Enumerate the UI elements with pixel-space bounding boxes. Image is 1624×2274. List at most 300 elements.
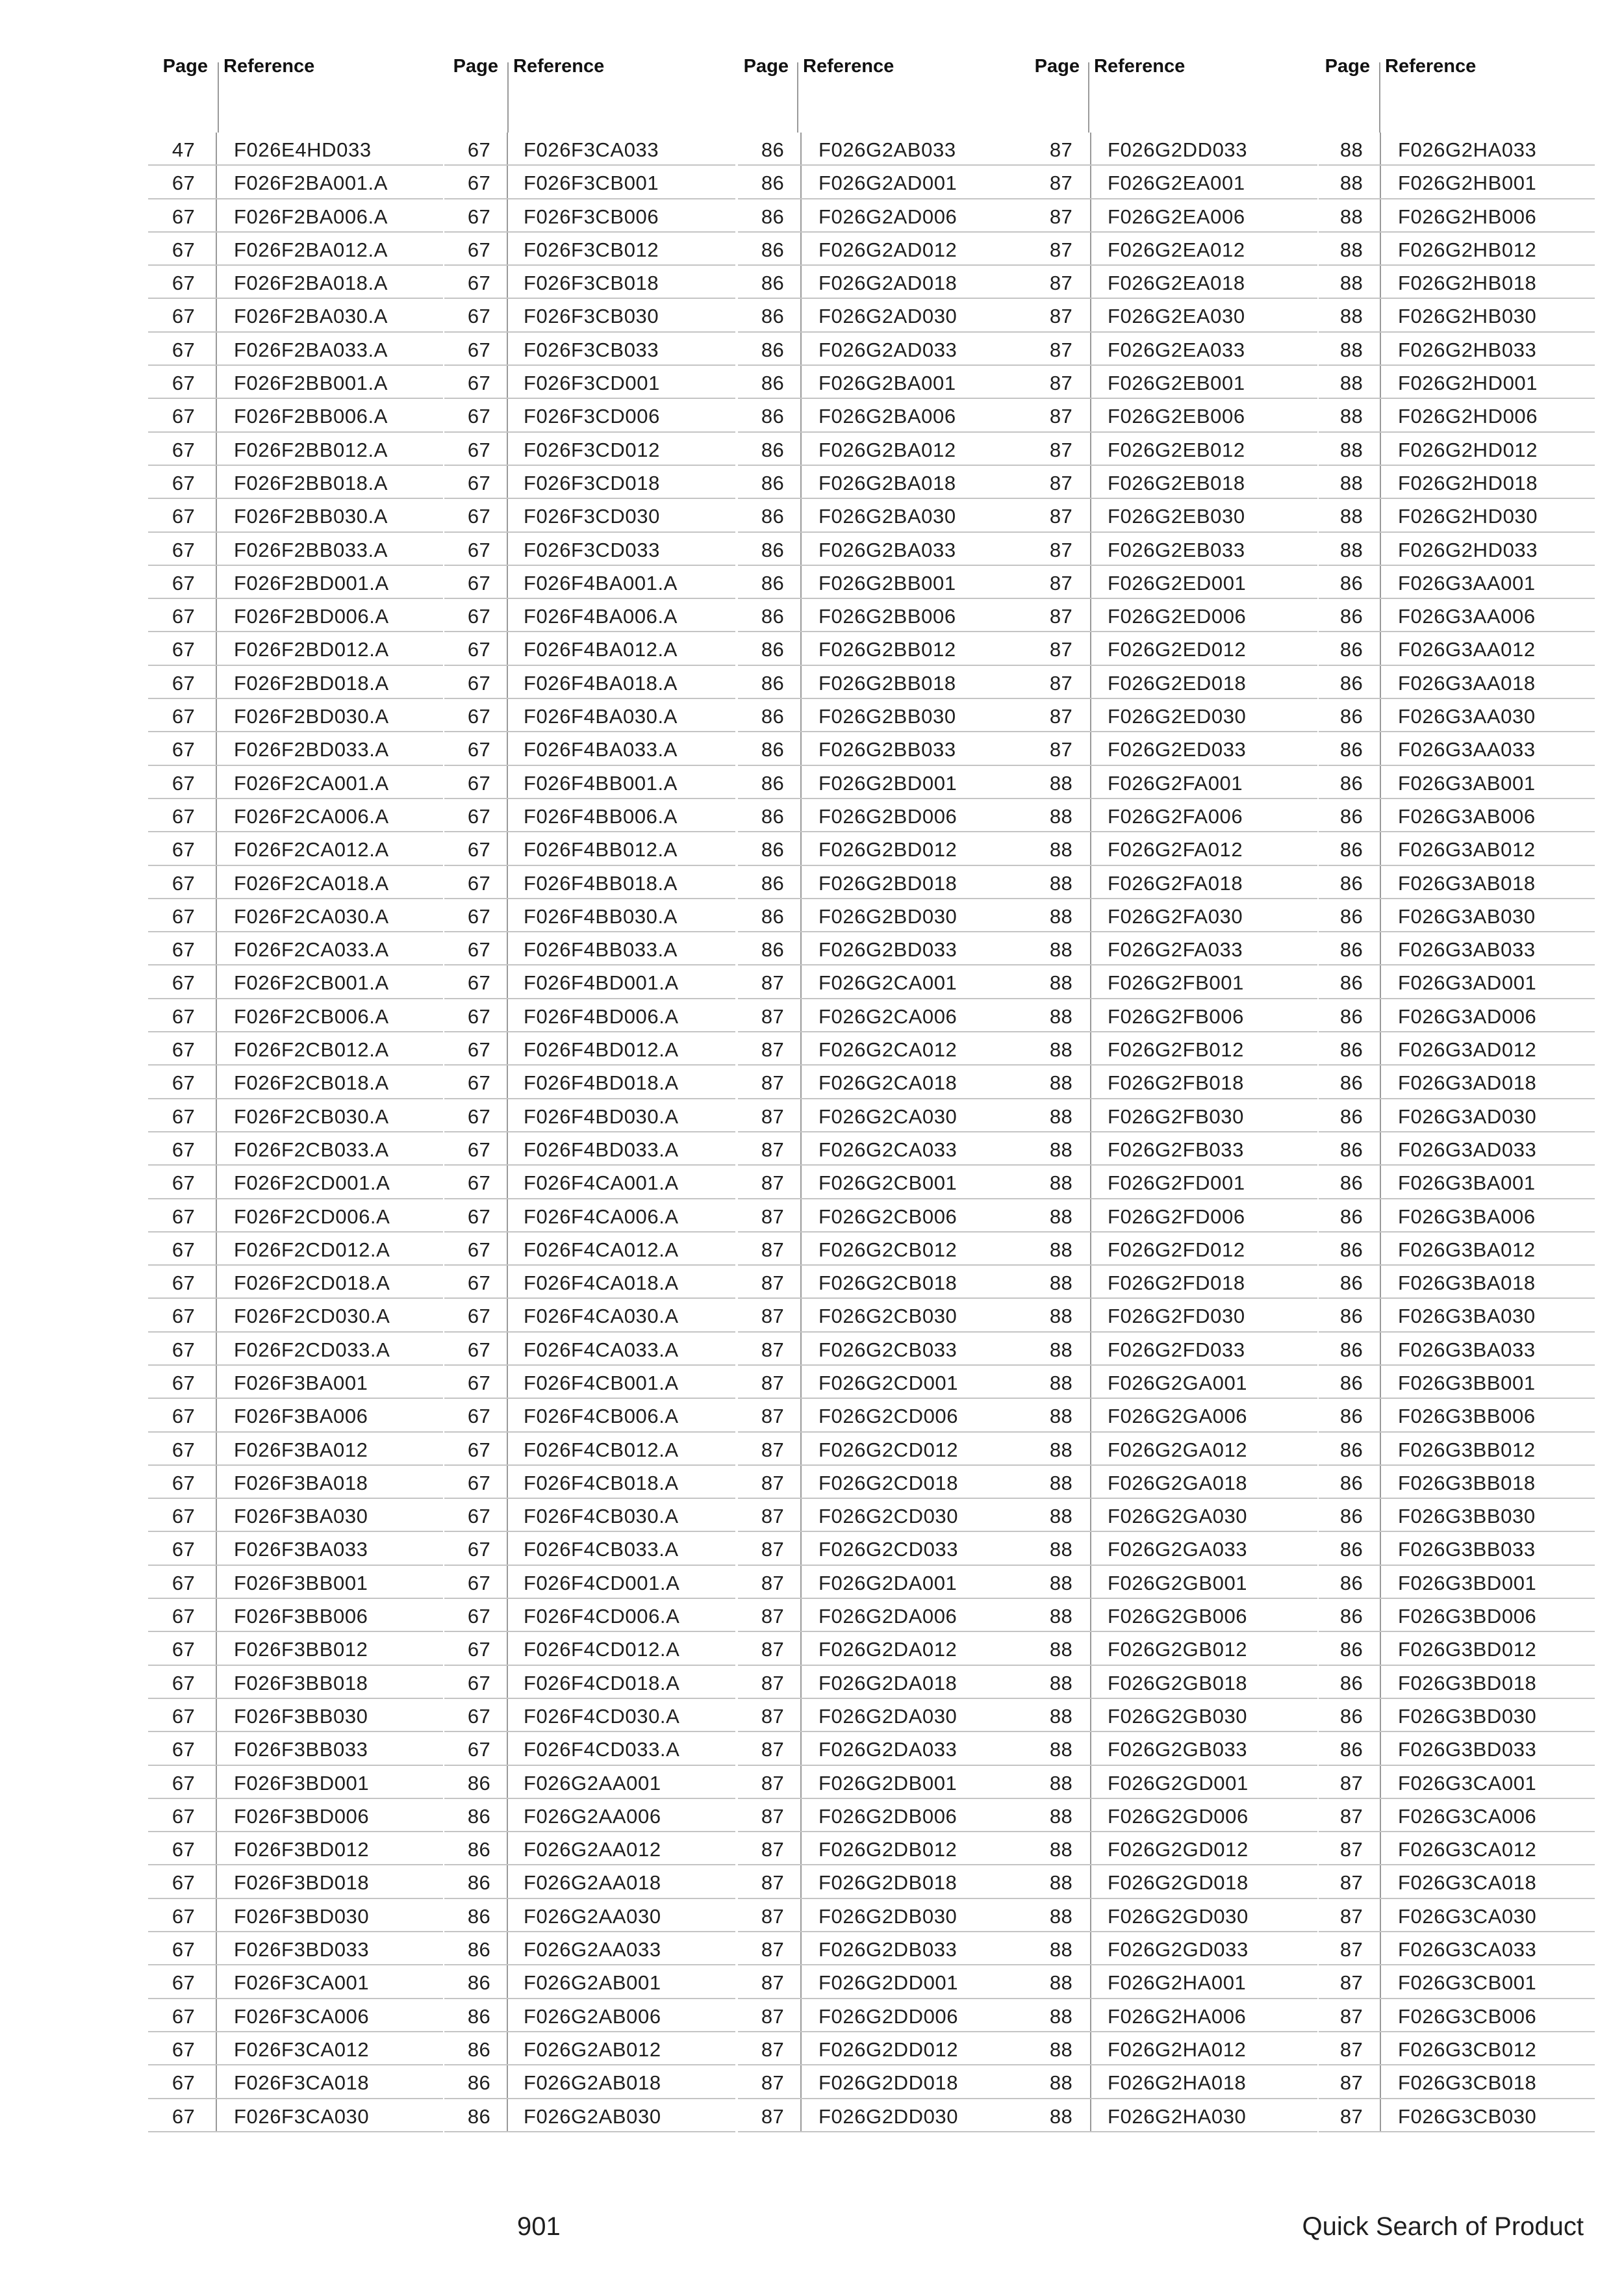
- table-row: [1319, 1532, 1595, 1565]
- table-row: [148, 1433, 443, 1466]
- reference-cell: F026G2HB006: [1398, 205, 1537, 228]
- page-number-cell: 67: [171, 1004, 195, 1028]
- page-number-cell: 87: [1049, 138, 1072, 161]
- index-column-2: [444, 133, 735, 2132]
- page-number-cell: 88: [1049, 1471, 1072, 1494]
- reference-cell: F026G2DB001: [818, 1771, 958, 1795]
- table-row: [1319, 133, 1595, 166]
- reference-cell: F026F2BD018.A: [234, 671, 389, 695]
- table-row: [1028, 1199, 1317, 1233]
- table-row: [1028, 1732, 1317, 1765]
- table-row: [148, 266, 443, 299]
- table-row: [444, 1799, 735, 1832]
- reference-cell: F026G2FD018: [1108, 1271, 1245, 1295]
- page-number-cell: 67: [467, 1605, 490, 1628]
- reference-cell: F026G2DB033: [818, 1938, 958, 1961]
- reference-cell: F026F2BB033.A: [234, 538, 388, 561]
- page-number-cell: 86: [467, 2004, 490, 2028]
- page-number-cell: 67: [467, 1738, 490, 1761]
- page-number-cell: 87: [1049, 671, 1072, 695]
- table-row: [148, 533, 443, 566]
- page-number-cell: 86: [467, 2071, 490, 2095]
- table-row: [444, 1566, 735, 1599]
- table-row: [444, 566, 735, 599]
- table-row: [738, 1566, 1028, 1599]
- page-number-cell: 88: [1049, 1904, 1072, 1928]
- reference-cell: F026F2CB001.A: [234, 971, 389, 995]
- page-number-cell: 67: [171, 705, 195, 728]
- reference-cell: F026F4BD006.A: [524, 1004, 679, 1028]
- page-number-cell: 67: [467, 1038, 490, 1062]
- reference-cell: F026F3BD018: [234, 1871, 370, 1895]
- reference-cell: F026F2CB030.A: [234, 1105, 389, 1128]
- table-row: [1028, 732, 1317, 765]
- page-number-cell: 67: [171, 1238, 195, 1261]
- table-row: [444, 666, 735, 699]
- table-row: [1028, 899, 1317, 932]
- page-number-cell: 87: [1049, 438, 1072, 461]
- page-number-cell: 67: [467, 1338, 490, 1361]
- table-row: [738, 1266, 1028, 1299]
- table-row: [738, 433, 1028, 466]
- page-number-cell: 67: [171, 538, 195, 561]
- page-number-cell: 87: [761, 2004, 784, 2028]
- page-number-cell: 87: [1339, 2038, 1363, 2061]
- reference-cell: F026G2CA012: [818, 1038, 958, 1062]
- reference-cell: F026G2DA030: [818, 1704, 958, 1728]
- table-row: [738, 2099, 1028, 2132]
- page-number-cell: 86: [761, 571, 784, 594]
- table-row: [738, 965, 1028, 999]
- reference-cell: F026F4CA030.A: [524, 1305, 679, 1328]
- table-row: [1028, 566, 1317, 599]
- page-number-cell: 86: [1339, 571, 1363, 594]
- page-number-cell: 87: [1339, 1838, 1363, 1861]
- table-row: [738, 766, 1028, 799]
- table-row: [1319, 1132, 1595, 1166]
- reference-cell: F026G3BD033: [1398, 1738, 1537, 1761]
- reference-cell: F026G2HA001: [1108, 1971, 1247, 1995]
- reference-cell: F026F2CB018.A: [234, 1071, 389, 1095]
- page-number-cell: 67: [467, 605, 490, 628]
- reference-cell: F026G2GB030: [1108, 1704, 1248, 1728]
- reference-cell: F026G2HB012: [1398, 238, 1537, 261]
- table-row: [1028, 1932, 1317, 1965]
- table-row: [1319, 1066, 1595, 1099]
- reference-cell: F026F4CD006.A: [524, 1605, 680, 1628]
- table-row: [1319, 499, 1595, 532]
- reference-cell: F026F2BB018.A: [234, 471, 388, 494]
- page-number-cell: 67: [171, 771, 195, 795]
- reference-cell: F026G2CB006: [818, 1205, 958, 1228]
- page-number-cell: 86: [1339, 771, 1363, 795]
- page-number-cell: 67: [171, 2071, 195, 2095]
- page-number-cell: 47: [171, 138, 195, 161]
- table-row: [444, 1399, 735, 1432]
- reference-cell: F026F3CB030: [524, 305, 659, 328]
- page-number-cell: 86: [1339, 1004, 1363, 1028]
- page-number-cell: 87: [1339, 1771, 1363, 1795]
- page-number-cell: 86: [761, 771, 784, 795]
- table-row: [148, 233, 443, 266]
- page-number-cell: 87: [761, 1438, 784, 1461]
- page-number-cell: 87: [1049, 605, 1072, 628]
- reference-cell: F026F3CB001: [524, 172, 659, 195]
- page-number-cell: 86: [1339, 838, 1363, 862]
- page-number-cell: 87: [761, 1505, 784, 1528]
- table-row: [738, 2065, 1028, 2099]
- table-row: [148, 1066, 443, 1099]
- table-row: [1319, 766, 1595, 799]
- reference-cell: F026F3CA001: [234, 1971, 370, 1995]
- table-row: [148, 1466, 443, 1499]
- page-number-cell: 88: [1049, 1938, 1072, 1961]
- page-number-cell: 88: [1339, 471, 1363, 494]
- page-number-cell: 86: [761, 871, 784, 895]
- table-row: [738, 1366, 1028, 1399]
- table-row: [1028, 1099, 1317, 1132]
- table-row: [148, 1333, 443, 1366]
- reference-cell: F026G2AB033: [818, 138, 956, 161]
- page-number-cell: 67: [171, 305, 195, 328]
- page-number-cell: 87: [1049, 405, 1072, 428]
- table-row: [738, 566, 1028, 599]
- table-row: [1319, 1965, 1595, 1999]
- page-number-cell: 67: [467, 571, 490, 594]
- table-row: [1028, 1599, 1317, 1632]
- reference-cell: F026G2AA001: [524, 1771, 661, 1795]
- page-number-cell: 67: [171, 1571, 195, 1594]
- table-row: [148, 1399, 443, 1432]
- page-number-cell: 86: [467, 1971, 490, 1995]
- table-row: [1319, 1266, 1595, 1299]
- reference-cell: F026F2CD030.A: [234, 1305, 390, 1328]
- reference-cell: F026G2HA033: [1398, 138, 1537, 161]
- reference-cell: F026G3BB030: [1398, 1505, 1536, 1528]
- page-number-cell: 67: [171, 1205, 195, 1228]
- reference-cell: F026F2BB001.A: [234, 372, 388, 395]
- table-row: [738, 499, 1028, 532]
- reference-cell: F026G2HD030: [1398, 505, 1538, 528]
- table-row: [1319, 899, 1595, 932]
- reference-cell: F026F2CB006.A: [234, 1004, 389, 1028]
- reference-cell: F026F4CB006.A: [524, 1405, 679, 1428]
- page-number-cell: 67: [171, 1071, 195, 1095]
- reference-cell: F026G2CB001: [818, 1171, 958, 1195]
- reference-cell: F026G2HD033: [1398, 538, 1538, 561]
- page-number-cell: 86: [761, 205, 784, 228]
- header-page-label: Page: [1325, 56, 1370, 77]
- table-row: [1319, 533, 1595, 566]
- table-row: [1028, 1965, 1317, 1999]
- table-row: [148, 1699, 443, 1732]
- index-column-4: [1028, 133, 1317, 2132]
- page-number-cell: 88: [1049, 2104, 1072, 2128]
- reference-cell: F026F3BB033: [234, 1738, 368, 1761]
- page-number-cell: 86: [761, 138, 784, 161]
- table-row: [148, 2032, 443, 2065]
- table-row: [738, 1732, 1028, 1765]
- page-number-cell: 67: [467, 1105, 490, 1128]
- table-row: [1319, 1666, 1595, 1699]
- page-number-cell: 86: [1339, 904, 1363, 928]
- table-row: [738, 366, 1028, 399]
- header-reference-label: Reference: [513, 56, 605, 77]
- reference-cell: F026F2BA030.A: [234, 305, 388, 328]
- reference-cell: F026F4CA018.A: [524, 1271, 679, 1295]
- table-row: [1028, 866, 1317, 899]
- page-number-cell: 86: [1339, 1571, 1363, 1594]
- page-number-cell: 87: [761, 1405, 784, 1428]
- table-row: [1028, 266, 1317, 299]
- table-row: [444, 133, 735, 166]
- page-number-cell: 87: [1049, 471, 1072, 494]
- table-row: [444, 166, 735, 199]
- page-number-cell: 67: [467, 172, 490, 195]
- page-number-cell: 67: [467, 1205, 490, 1228]
- reference-cell: F026G3AD012: [1398, 1038, 1537, 1062]
- page-number-cell: 67: [467, 638, 490, 661]
- index-column-1: [148, 133, 443, 2132]
- page-number-cell: 67: [467, 1271, 490, 1295]
- table-row: [1028, 1233, 1317, 1266]
- table-row: [444, 1965, 735, 1999]
- reference-cell: F026F3CD033: [524, 538, 660, 561]
- reference-cell: F026G3BA033: [1398, 1338, 1536, 1361]
- reference-cell: F026G2GD033: [1108, 1938, 1249, 1961]
- page-number-cell: 67: [171, 338, 195, 361]
- reference-cell: F026G3AB006: [1398, 804, 1536, 828]
- table-row: [1319, 1766, 1595, 1799]
- reference-cell: F026G3AB001: [1398, 771, 1536, 795]
- page-number-cell: 67: [171, 671, 195, 695]
- table-row: [444, 732, 735, 765]
- page-number-cell: 87: [761, 1138, 784, 1161]
- reference-cell: F026G2CD006: [818, 1405, 959, 1428]
- reference-cell: F026F4BD030.A: [524, 1105, 679, 1128]
- page-number-cell: 88: [1049, 1405, 1072, 1428]
- reference-cell: F026G3CA012: [1398, 1838, 1537, 1861]
- page-number-cell: 87: [761, 1571, 784, 1594]
- reference-cell: F026F3BD033: [234, 1938, 370, 1961]
- reference-cell: F026G3BD006: [1398, 1605, 1537, 1628]
- page-number-cell: 67: [171, 405, 195, 428]
- reference-cell: F026F2CD001.A: [234, 1171, 390, 1195]
- page-number-cell: 86: [1339, 804, 1363, 828]
- table-row: [1028, 1066, 1317, 1099]
- reference-cell: F026F4CA006.A: [524, 1205, 679, 1228]
- table-row: [1028, 1799, 1317, 1832]
- reference-cell: F026G2FD012: [1108, 1238, 1245, 1261]
- reference-cell: F026F3BA012: [234, 1438, 368, 1461]
- page-number-cell: 67: [171, 1838, 195, 1861]
- table-row: [1319, 1632, 1595, 1665]
- page-number-cell: 88: [1049, 1271, 1072, 1295]
- table-row: [1319, 2065, 1595, 2099]
- table-row: [1028, 2099, 1317, 2132]
- reference-cell: F026F4BA033.A: [524, 738, 678, 761]
- table-row: [444, 1333, 735, 1366]
- reference-cell: F026F2CB033.A: [234, 1138, 389, 1161]
- reference-cell: F026G2EB033: [1108, 538, 1245, 561]
- page-number-cell: 88: [1049, 971, 1072, 995]
- table-row: [444, 1999, 735, 2032]
- table-row: [1028, 1632, 1317, 1665]
- page-number-cell: 87: [1339, 2104, 1363, 2128]
- reference-cell: F026G2AB018: [524, 2071, 661, 2095]
- page-number-cell: 67: [171, 838, 195, 862]
- page-number-cell: 67: [171, 1938, 195, 1961]
- reference-cell: F026G2DD033: [1108, 138, 1248, 161]
- page-number-cell: 67: [171, 938, 195, 962]
- reference-cell: F026G2EA033: [1108, 338, 1245, 361]
- page-number-cell: 87: [761, 1638, 784, 1661]
- page-number-cell: 86: [1339, 705, 1363, 728]
- table-row: [738, 1532, 1028, 1565]
- reference-cell: F026G2BA012: [818, 438, 956, 461]
- reference-cell: F026F3CA012: [234, 2038, 370, 2061]
- table-row: [444, 1299, 735, 1332]
- reference-cell: F026G2AA018: [524, 1871, 661, 1895]
- page-number-cell: 88: [1049, 838, 1072, 862]
- page-number-cell: 86: [1339, 1238, 1363, 1261]
- table-row: [1319, 1333, 1595, 1366]
- table-row: [1028, 499, 1317, 532]
- page-number-cell: 67: [171, 1305, 195, 1328]
- table-row: [148, 632, 443, 665]
- page-number-cell: 87: [1049, 305, 1072, 328]
- page-number-cell: 67: [171, 372, 195, 395]
- table-row: [1319, 732, 1595, 765]
- table-row: [1028, 2032, 1317, 2065]
- table-row: [738, 199, 1028, 233]
- reference-cell: F026G2AD030: [818, 305, 958, 328]
- reference-cell: F026G2FB001: [1108, 971, 1244, 995]
- page-number-cell: 86: [1339, 1271, 1363, 1295]
- reference-cell: F026G2AA012: [524, 1838, 661, 1861]
- page-number-cell: 87: [1339, 1871, 1363, 1895]
- table-row: [1028, 1333, 1317, 1366]
- page-number-cell: 88: [1049, 1738, 1072, 1761]
- reference-cell: F026F3CB006: [524, 205, 659, 228]
- table-row: [444, 433, 735, 466]
- reference-cell: F026G2GA012: [1108, 1438, 1248, 1461]
- page-number-cell: 67: [171, 904, 195, 928]
- reference-cell: F026G2ED030: [1108, 705, 1247, 728]
- page-number-cell: 88: [1049, 1205, 1072, 1228]
- reference-cell: F026G2CD001: [818, 1371, 959, 1394]
- reference-cell: F026G2GD006: [1108, 1804, 1249, 1828]
- reference-cell: F026G2GD030: [1108, 1904, 1249, 1928]
- table-row: [444, 1466, 735, 1499]
- table-row: [444, 233, 735, 266]
- table-row: [738, 599, 1028, 632]
- reference-cell: F026F4CA033.A: [524, 1338, 679, 1361]
- reference-cell: F026G2DB006: [818, 1804, 958, 1828]
- table-row: [1028, 166, 1317, 199]
- table-row: [1028, 1865, 1317, 1898]
- reference-cell: F026F2CD018.A: [234, 1271, 390, 1295]
- reference-cell: F026G2FA001: [1108, 771, 1243, 795]
- page-number-cell: 88: [1049, 1804, 1072, 1828]
- reference-cell: F026G3CB030: [1398, 2104, 1537, 2128]
- table-row: [148, 1899, 443, 1932]
- table-row: [738, 932, 1028, 965]
- page-number-cell: 88: [1049, 904, 1072, 928]
- table-row: [444, 1499, 735, 1532]
- table-row: [738, 1932, 1028, 1965]
- page-number-cell: 67: [467, 904, 490, 928]
- page-number-cell: 67: [171, 1804, 195, 1828]
- page-number-cell: 67: [171, 1971, 195, 1995]
- page-number-cell: 86: [761, 438, 784, 461]
- table-row: [444, 1199, 735, 1233]
- page-number-cell: 88: [1049, 1371, 1072, 1394]
- reference-cell: F026G2GB006: [1108, 1605, 1248, 1628]
- table-row: [1028, 1366, 1317, 1399]
- page-number-cell: 67: [171, 1871, 195, 1895]
- header-divider: [797, 62, 798, 133]
- table-row: [738, 699, 1028, 732]
- table-row: [1028, 1699, 1317, 1732]
- table-row: [738, 1433, 1028, 1466]
- page-number-cell: 86: [1339, 1538, 1363, 1561]
- table-row: [148, 499, 443, 532]
- page-number-cell: 87: [1049, 638, 1072, 661]
- page-number-cell: 67: [171, 1371, 195, 1394]
- page-number-cell: 67: [171, 172, 195, 195]
- page-number-cell: 67: [171, 205, 195, 228]
- reference-cell: F026G2EA018: [1108, 272, 1245, 295]
- header-reference-label: Reference: [1385, 56, 1477, 77]
- page-number-cell: 67: [467, 938, 490, 962]
- table-row: [738, 1099, 1028, 1132]
- table-row: [1319, 866, 1595, 899]
- reference-cell: F026G2DA006: [818, 1605, 958, 1628]
- reference-cell: F026G2FA006: [1108, 804, 1243, 828]
- page-number-cell: 67: [467, 238, 490, 261]
- page-number-cell: 87: [1339, 2004, 1363, 2028]
- reference-cell: F026F4CD033.A: [524, 1738, 680, 1761]
- reference-cell: F026F3CA033: [524, 138, 659, 161]
- page-number-cell: 87: [761, 1371, 784, 1394]
- reference-cell: F026F4BB001.A: [524, 771, 678, 795]
- table-row: [148, 1632, 443, 1665]
- table-row: [444, 1899, 735, 1932]
- page-number-cell: 67: [467, 738, 490, 761]
- reference-cell: F026F2BD012.A: [234, 638, 389, 661]
- page-number-cell: 67: [171, 638, 195, 661]
- table-row: [1028, 1132, 1317, 1166]
- page-number-cell: 67: [467, 1138, 490, 1161]
- table-row: [444, 799, 735, 832]
- reference-cell: F026F4CB012.A: [524, 1438, 679, 1461]
- header-divider: [218, 62, 219, 133]
- table-row: [148, 766, 443, 799]
- table-row: [444, 2099, 735, 2132]
- reference-cell: F026G2BD033: [818, 938, 958, 962]
- reference-cell: F026F2BD033.A: [234, 738, 389, 761]
- reference-cell: F026G2GD018: [1108, 1871, 1249, 1895]
- reference-cell: F026F2CA033.A: [234, 938, 389, 962]
- reference-cell: F026G3CB018: [1398, 2071, 1537, 2095]
- table-row: [444, 2065, 735, 2099]
- table-row: [1028, 599, 1317, 632]
- reference-cell: F026G3CA033: [1398, 1938, 1537, 1961]
- reference-cell: F026G2ED033: [1108, 738, 1247, 761]
- table-row: [1319, 299, 1595, 332]
- page-number-cell: 87: [761, 1538, 784, 1561]
